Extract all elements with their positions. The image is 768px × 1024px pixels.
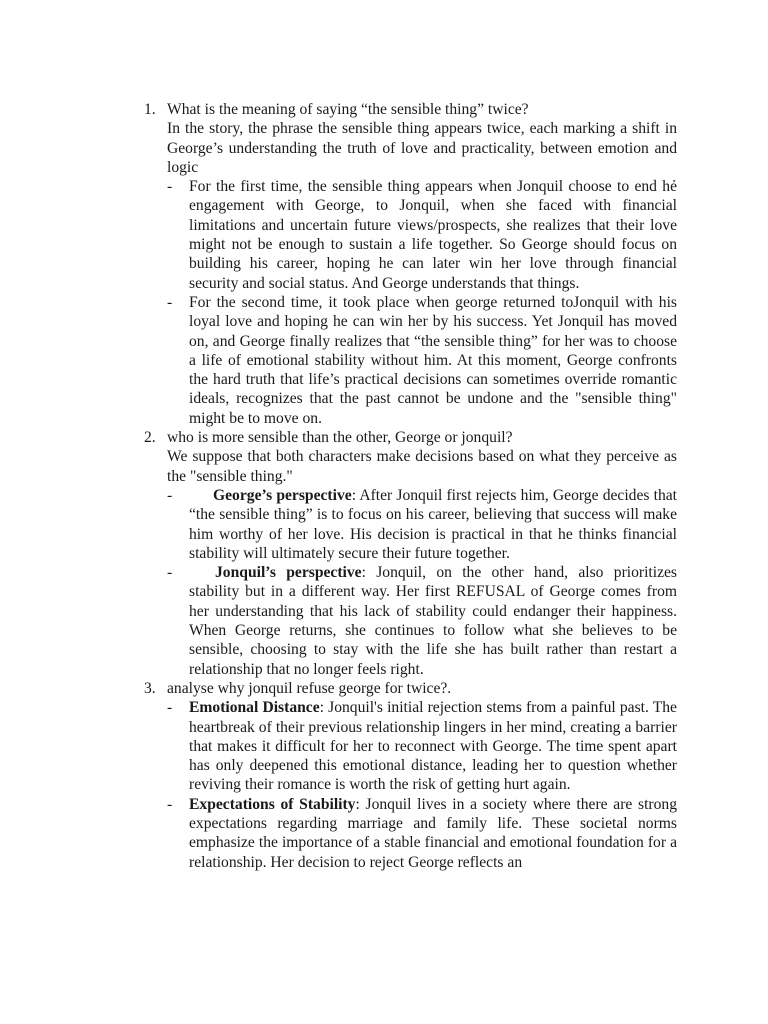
bullet-dash: - — [167, 699, 173, 717]
bullet-dash: - — [167, 486, 173, 504]
bullet-text: : Jonquil's initial rejection stems from a painful past. The heartbreak of their previous relationship lingers in her mind, creating a barrier that makes it difficult for her to reconnect with George. The time spent apart has only deepened this emotional distance, leading her to question whether reviving their romance is worth the risk of getting hurt again. — [189, 699, 677, 794]
bullet-dash: - — [167, 293, 173, 311]
question-item — [144, 679, 677, 872]
question-number: 3. — [144, 679, 156, 697]
question-intro: We suppose that both characters make decisions based on what they perceive as the "sensible thing." — [167, 448, 677, 485]
bullet-dash: - — [167, 178, 173, 196]
bullet-item — [167, 486, 677, 563]
question-title: who is more sensible than the other, George or jonquil? — [167, 429, 513, 447]
bullet-text: : After Jonquil first rejects him, George decides that “the sensible thing” is to focus on his career, believing that success will make him worthy of her love. His decision is practical in that he thinks financial stability will ultimately secure their future together. — [189, 486, 677, 562]
bullet-item — [167, 795, 677, 872]
bullet-text: For the second time, it took place when george returned toJonquil with his loyal love and hoping he can win her by his success. Yet Jonquil has moved on, and George finally realizes that “the sensible thing” for her was to choose a life of emotional stability without him. At this moment, George confronts the hard truth that life’s practical decisions can sometimes override romantic ideals, recognizes that the past cannot be undone and the "sensible thing" might be to move on. — [189, 293, 677, 427]
bullet-heading: George’s perspective — [213, 486, 352, 504]
bullet-dash: - — [167, 795, 173, 813]
bullet-text: For the first time, the sensible thing appears when Jonquil choose to end hẻ engagement with George, to Jonquil, when she faced with financial limitations and uncertain future views/prospects, she realizes that their love might not be enough to sustain a life together. So George should focus on building his career, hoping he can later win her love through financial security and social status. And George understands that things. — [189, 178, 677, 292]
bullet-heading: Expectations of Stability — [189, 795, 356, 813]
bullet-list — [167, 177, 677, 428]
document-body — [144, 100, 677, 872]
question-list — [144, 100, 677, 872]
bullet-list — [167, 698, 677, 872]
question-number: 1. — [144, 101, 156, 118]
bullet-item — [167, 563, 677, 679]
question-item — [144, 100, 677, 428]
question-intro: In the story, the phrase the sensible thing appears twice, each marking a shift in George’s understanding the truth of love and practicality, between emotion and logic — [167, 120, 677, 176]
bullet-item — [167, 698, 677, 794]
question-number: 2. — [144, 429, 156, 447]
bullet-heading: Emotional Distance — [189, 699, 320, 717]
question-title: What is the meaning of saying “the sensible thing” twice? — [167, 101, 529, 118]
bullet-dash: - — [167, 564, 173, 582]
bullet-item — [167, 177, 677, 293]
bullet-text: : Jonquil, on the other hand, also prioritizes stability but in a different way. Her first REFUSAL of George comes from her understanding that his lack of stability could endanger their happiness. When George returns, she continues to follow what she believes to be sensible, choosing to stay with the life she has built rather than restart a relationship that no longer feels right. — [189, 564, 677, 678]
question-title: analyse why jonquil refuse george for twice?. — [167, 679, 452, 697]
bullet-list — [167, 486, 677, 679]
bullet-text: : Jonquil lives in a society where there are strong expectations regarding marriage and family life. These societal norms emphasize the importance of a stable financial and emotional foundation for a relationship. Her decision to reject George reflects an — [189, 795, 677, 871]
bullet-heading: Jonquil’s perspective — [215, 564, 362, 582]
question-item — [144, 428, 677, 679]
bullet-item — [167, 293, 677, 428]
